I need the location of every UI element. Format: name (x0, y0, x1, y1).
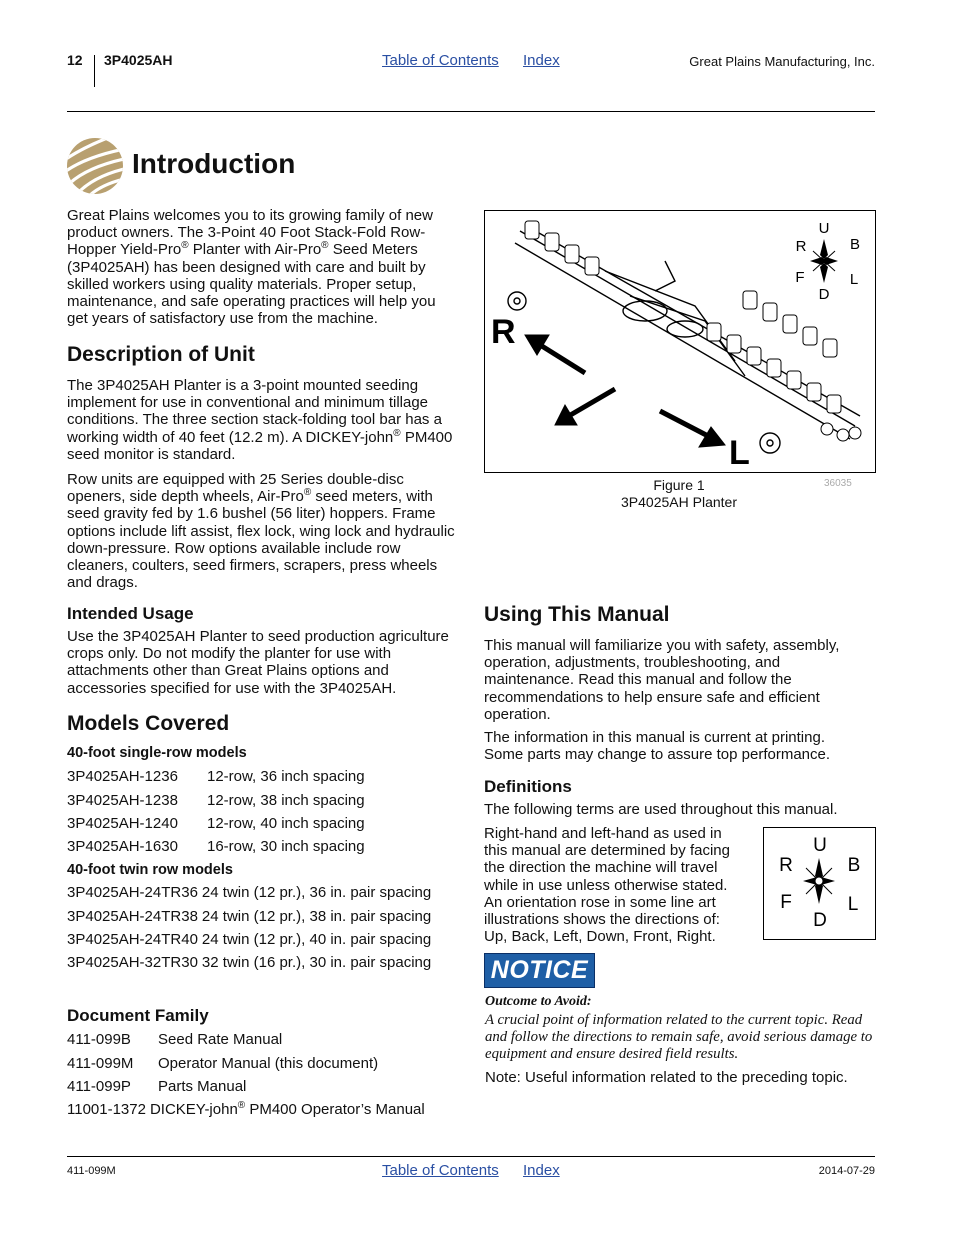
header-divider-tick (94, 55, 95, 87)
figure-caption: 3P4025AH Planter (621, 494, 737, 510)
figure-arrow-r-label: R (491, 313, 516, 351)
header-toc-link[interactable]: Table of Contents (382, 52, 499, 69)
svg-text:B: B (849, 236, 861, 253)
using-manual-paragraph-1: This manual will familiarize you with safety, assembly, operation, adjustments, troubleshooting, and maintenance. Read this manual and follow the recommendations to help ensure safe and efficient operation. (484, 637, 840, 723)
footer-index-link[interactable]: Index (523, 1162, 560, 1179)
models-heading: Models Covered (67, 712, 230, 735)
using-manual-heading: Using This Manual (484, 603, 670, 626)
svg-text:D: D (818, 286, 830, 303)
single-row-models-list (67, 765, 457, 859)
figure-label: Figure 1 (653, 477, 705, 493)
document-family-heading: Document Family (67, 1006, 209, 1025)
header-model: 3P4025AH (104, 52, 173, 68)
header-rule (67, 111, 875, 112)
svg-text:D: D (813, 910, 827, 931)
list-item: 11001-1372 DICKEY-john® PM400 Operator’s Manual (67, 1100, 425, 1119)
description-paragraph-1: The 3P4025AH Planter is a 3-point mounted seeding implement for use in conventional and minimum tillage conditions. The three section stack-folding tool bar has a working width of 40 feet (12.2 m). A DICKEY-john® PM400 seed monitor is standard. (67, 377, 453, 463)
orientation-rose-icon (764, 828, 875, 939)
list-item: 3P4025AH-1240 12-row, 40 inch spacing (67, 814, 365, 832)
page-title: Introduction (132, 148, 296, 179)
notice-badge: NOTICE (484, 953, 595, 988)
intended-usage-paragraph: Use the 3P4025AH Planter to seed production agriculture crops only. Do not modify the planter for use with attachments other than Great Plains options and accessories specified for use with the 3P4025AH. (67, 628, 449, 697)
figure-image-id: 36035 (824, 478, 852, 489)
description-heading: Description of Unit (67, 343, 255, 366)
list-item: 3P4025AH-24TR38 24 twin (12 pr.), 38 in. pair spacing (67, 907, 432, 925)
single-row-models-heading: 40-foot single-row models (67, 745, 247, 761)
twin-row-models-heading: 40-foot twin row models (67, 862, 233, 878)
definitions-heading: Definitions (484, 777, 572, 796)
list-item: 3P4025AH-24TR36 24 twin (12 pr.), 36 in. pair spacing (67, 884, 432, 902)
notice-outcome-label: Outcome to Avoid: (485, 994, 592, 1009)
list-item: 3P4025AH-1630 16-row, 30 inch spacing (67, 838, 365, 856)
svg-text:R: R (795, 238, 807, 255)
document-family-list (67, 1028, 457, 1122)
definitions-paragraph-2: Right-hand and left-hand as used in this manual are determined by facing the direction the machine will travel while in use unless otherwise stated. An orientation rose in some line art illustrations shows the directions of: Up, Back, Left, Down, Front, Right. (484, 825, 730, 946)
svg-text:F: F (795, 269, 805, 286)
note-paragraph: Note: Useful information related to the preceding topic. (485, 1069, 848, 1086)
planter-illustration (485, 211, 875, 472)
figure-frame (484, 210, 876, 473)
definitions-paragraph-1: The following terms are used throughout this manual. (484, 801, 838, 818)
intro-paragraph: Great Plains welcomes you to its growing family of new product owners. The 3-Point 40 Foot Stack-Fold Row-Hopper Yield-Pro® Planter with Air-Pro® Seed Meters (3P4025AH) has been designed with care and built by skilled workers using quality materials. Proper setup, maintenance, and safe operating practices will help you get years of satisfactory use from the machine. (67, 207, 436, 328)
using-manual-paragraph-2: The information in this manual is current at printing. Some parts may change to assure top performance. (484, 729, 831, 764)
footer-doc-number: 411-099M (67, 1165, 116, 1177)
svg-text:R: R (779, 855, 793, 876)
svg-text:L: L (847, 894, 859, 915)
header-page-number: 12 (67, 52, 83, 68)
list-item: 3P4025AH-32TR30 32 twin (16 pr.), 30 in. pair spacing (67, 954, 432, 972)
list-item: 3P4025AH-1236 12-row, 36 inch spacing (67, 768, 365, 786)
list-item: 411-099P Parts Manual (67, 1077, 247, 1095)
intended-usage-heading: Intended Usage (67, 604, 194, 623)
list-item: 411-099M Operator Manual (this document) (67, 1054, 379, 1072)
svg-text:U: U (818, 220, 830, 237)
figure-arrow-l-label: L (729, 434, 750, 472)
orientation-rose-icon (795, 220, 860, 303)
svg-text:F: F (780, 892, 792, 913)
footer-rule (67, 1156, 875, 1157)
notice-outcome-text: A crucial point of information related to the current topic. Read and follow the directions to remain safe, avoid serious damage to equipment and ensure desired field results. (485, 1012, 873, 1062)
list-item: 3P4025AH-24TR40 24 twin (12 pr.), 40 in. pair spacing (67, 930, 432, 948)
description-paragraph-2: Row units are equipped with 25 Series double-disc openers, side depth wheels, Air-Pro® seed meters, with seed gravity fed by 1.6 bushel (56 liter) hoppers. Frame options include lift assist, flex lock, wing lock and hydraulic down-pressure. Row options available include row cleaners, coulters, seed firmers, scrapers, press wheels and drags. (67, 471, 455, 592)
orientation-rose-box (763, 827, 876, 940)
svg-text:L: L (849, 271, 859, 288)
twin-row-models-list (67, 881, 457, 975)
footer-date: 2014-07-29 (818, 1165, 875, 1177)
footer-toc-link[interactable]: Table of Contents (382, 1162, 499, 1179)
svg-text:B: B (847, 855, 861, 876)
header-index-link[interactable]: Index (523, 52, 560, 69)
header-company: Great Plains Manufacturing, Inc. (689, 54, 875, 69)
list-item: 3P4025AH-1238 12-row, 38 inch spacing (67, 791, 365, 809)
logo-icon (66, 137, 124, 195)
list-item: 411-099B Seed Rate Manual (67, 1031, 283, 1049)
svg-text:U: U (813, 835, 827, 856)
